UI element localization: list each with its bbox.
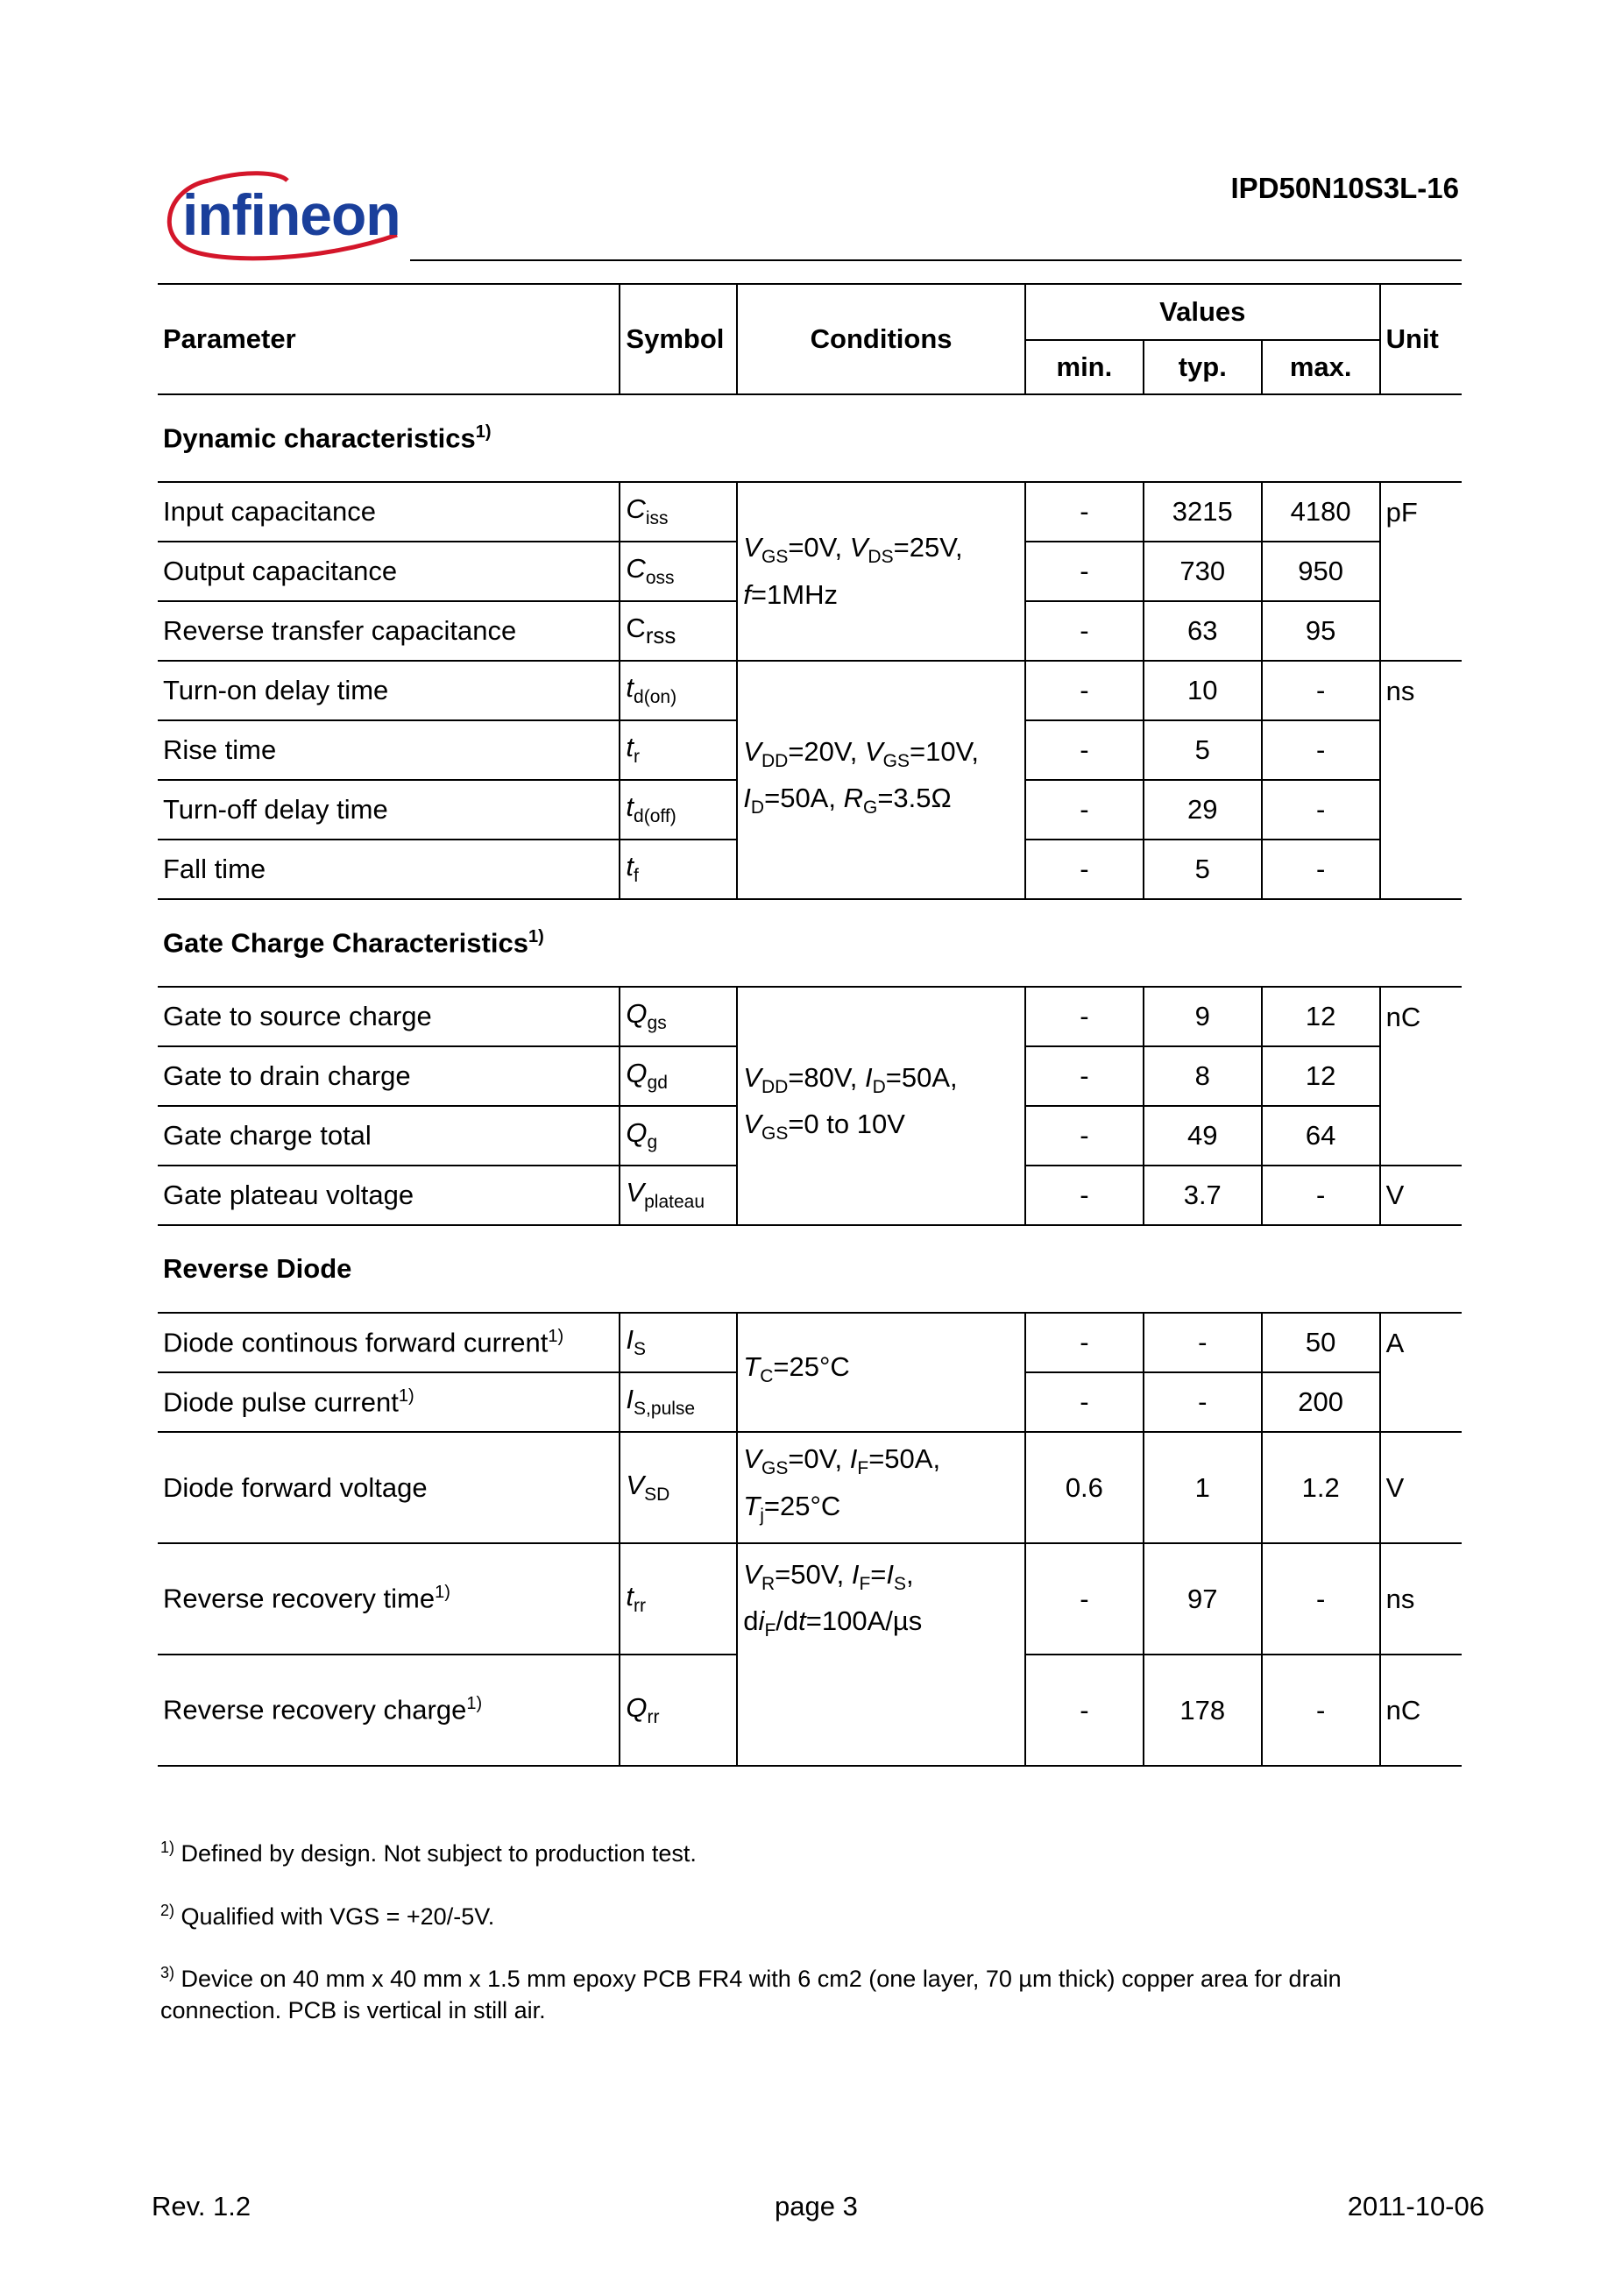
typ-cell: 3215 (1144, 482, 1262, 542)
conditions-cell: $V_{GS}=0V$, $I_F=50A$, $T_j=25^\circ C$ (737, 1432, 1025, 1543)
symbol-cell: $C_{oss}$ (620, 542, 737, 601)
symbol-cell: $Q_{gs}$ (620, 987, 737, 1046)
unit-cell: ns (1380, 661, 1462, 899)
table-row (158, 1543, 1462, 1655)
symbol-cell: $V_{plateau}$ (620, 1166, 737, 1225)
min-cell: - (1025, 661, 1144, 720)
max-cell: 12 (1262, 1046, 1380, 1106)
unit-cell: nC (1380, 1655, 1462, 1766)
unit-cell: A (1380, 1313, 1462, 1432)
typ-cell: 5 (1144, 840, 1262, 899)
min-cell: - (1025, 601, 1144, 661)
header-unit: Unit (1380, 284, 1462, 394)
min-cell: - (1025, 780, 1144, 840)
parameter-cell: Gate to drain charge (158, 1046, 620, 1106)
parameter-cell: Turn-on delay time (158, 661, 620, 720)
typ-cell: 10 (1144, 661, 1262, 720)
symbol-cell: $C_{rss}$ (620, 601, 737, 661)
section-gate-charge (158, 899, 1462, 987)
characteristics-table (158, 283, 1462, 1767)
footnote-1: $^{1)}$ Defined by design. Not subject to production test. (160, 1839, 697, 1867)
header-max: max. (1262, 340, 1380, 394)
footnote-3: $^{3)}$ Device on 40 mm x 40 mm x 1.5 mm epoxy PCB FR4 with 6 cm2 (one layer, 70 µm thick) copper area for drain connection. PCB is vertical in still air. (160, 1964, 1342, 2023)
min-cell: - (1025, 720, 1144, 780)
footnote-ref: 1) (528, 926, 544, 946)
infineon-logo (156, 163, 406, 266)
table-row (158, 482, 1462, 542)
unit-cell: ns (1380, 1543, 1462, 1655)
symbol-cell: $Q_{gd}$ (620, 1046, 737, 1106)
symbol-cell: $V_{SD}$ (620, 1432, 737, 1543)
table-row (158, 987, 1462, 1046)
parameter-cell: Diode continous forward current$^{1)}$ (158, 1313, 620, 1372)
footnote-2: $^{2)}$ Qualified with VGS = +20/-5V. (160, 1902, 495, 1930)
parameter-cell: Gate plateau voltage (158, 1166, 620, 1225)
min-cell: - (1025, 840, 1144, 899)
symbol-cell: $t_{rr}$ (620, 1543, 737, 1655)
logo-text: infineon (182, 182, 400, 247)
unit-cell: pF (1380, 482, 1462, 661)
typ-cell: - (1144, 1372, 1262, 1432)
section-dynamic (158, 394, 1462, 482)
parameter-cell: Diode forward voltage (158, 1432, 620, 1543)
parameter-cell: Rise time (158, 720, 620, 780)
unit-cell: nC (1380, 987, 1462, 1166)
section-title: Dynamic characteristics (163, 422, 476, 454)
symbol-cell: $Q_g$ (620, 1106, 737, 1166)
header-symbol: Symbol (620, 284, 737, 394)
typ-cell: 29 (1144, 780, 1262, 840)
parameter-cell: Input capacitance (158, 482, 620, 542)
footnote-ref: 1) (475, 422, 492, 442)
max-cell: 200 (1262, 1372, 1380, 1432)
parameter-cell: Fall time (158, 840, 620, 899)
typ-cell: 97 (1144, 1543, 1262, 1655)
conditions-cell: $V_{DD}=20V$, $V_{GS}=10V$, $I_D=50A$, $R_G=3.5\Omega$ (737, 661, 1025, 899)
table-row (158, 1313, 1462, 1372)
page-number: page 3 (775, 2191, 858, 2222)
symbol-cell: $Q_{rr}$ (620, 1655, 737, 1766)
conditions-cell: $V_{GS}=0V$, $V_{DS}=25V$, f=1MHz (737, 482, 1025, 661)
conditions-cell: $V_R=50V$, $I_F=I_S$, $di_F/dt=100A/\mu s$ (737, 1543, 1025, 1766)
typ-cell: 5 (1144, 720, 1262, 780)
min-cell: - (1025, 1655, 1144, 1766)
table-header-row (158, 284, 1462, 340)
section-title: Gate Charge Characteristics (163, 927, 528, 959)
symbol-cell: $I_{S,pulse}$ (620, 1372, 737, 1432)
parameter-cell: Gate charge total (158, 1106, 620, 1166)
max-cell: - (1262, 720, 1380, 780)
unit-cell: V (1380, 1166, 1462, 1225)
min-cell: 0.6 (1025, 1432, 1144, 1543)
typ-cell: 1 (1144, 1432, 1262, 1543)
max-cell: 50 (1262, 1313, 1380, 1372)
symbol-cell: $t_r$ (620, 720, 737, 780)
typ-cell: 730 (1144, 542, 1262, 601)
max-cell: - (1262, 1655, 1380, 1766)
header-conditions: Conditions (737, 284, 1025, 394)
max-cell: - (1262, 1166, 1380, 1225)
symbol-cell: $C_{iss}$ (620, 482, 737, 542)
parameter-cell: Reverse transfer capacitance (158, 601, 620, 661)
max-cell: - (1262, 661, 1380, 720)
parameter-cell: Diode pulse current$^{1)}$ (158, 1372, 620, 1432)
max-cell: - (1262, 840, 1380, 899)
conditions-cell: $V_{DD}=80V$, $I_D=50A$, $V_{GS}=0$ to 10V (737, 987, 1025, 1225)
typ-cell: 178 (1144, 1655, 1262, 1766)
section-title: Reverse Diode (158, 1225, 1462, 1313)
max-cell: 4180 (1262, 482, 1380, 542)
symbol-cell: $t_{d(on)}$ (620, 661, 737, 720)
min-cell: - (1025, 542, 1144, 601)
table-row (158, 1432, 1462, 1543)
revision-label: Rev. 1.2 (152, 2191, 251, 2222)
parameter-cell: Turn-off delay time (158, 780, 620, 840)
section-reverse-diode (158, 1225, 1462, 1313)
document-date: 2011-10-06 (1347, 2191, 1484, 2222)
unit-cell: V (1380, 1432, 1462, 1543)
symbol-cell: $I_S$ (620, 1313, 737, 1372)
header-typ: typ. (1144, 340, 1262, 394)
header-rule (410, 259, 1462, 261)
table-row (158, 661, 1462, 720)
typ-cell: 9 (1144, 987, 1262, 1046)
max-cell: 95 (1262, 601, 1380, 661)
symbol-cell: $t_f$ (620, 840, 737, 899)
parameter-cell: Reverse recovery charge$^{1)}$ (158, 1655, 620, 1766)
min-cell: - (1025, 1313, 1144, 1372)
min-cell: - (1025, 482, 1144, 542)
max-cell: - (1262, 780, 1380, 840)
conditions-cell: $T_C=25^\circ C$ (737, 1313, 1025, 1432)
header-min: min. (1025, 340, 1144, 394)
min-cell: - (1025, 1046, 1144, 1106)
symbol-cell: $t_{d(off)}$ (620, 780, 737, 840)
max-cell: 950 (1262, 542, 1380, 601)
min-cell: - (1025, 1372, 1144, 1432)
max-cell: - (1262, 1543, 1380, 1655)
typ-cell: 63 (1144, 601, 1262, 661)
min-cell: - (1025, 987, 1144, 1046)
min-cell: - (1025, 1106, 1144, 1166)
typ-cell: 49 (1144, 1106, 1262, 1166)
max-cell: 1.2 (1262, 1432, 1380, 1543)
parameter-cell: Gate to source charge (158, 987, 620, 1046)
typ-cell: 3.7 (1144, 1166, 1262, 1225)
typ-cell: 8 (1144, 1046, 1262, 1106)
parameter-cell: Output capacitance (158, 542, 620, 601)
header-parameter: Parameter (158, 284, 620, 394)
max-cell: 64 (1262, 1106, 1380, 1166)
part-number: IPD50N10S3L-16 (1230, 172, 1459, 204)
max-cell: 12 (1262, 987, 1380, 1046)
header-values: Values (1025, 284, 1380, 340)
typ-cell: - (1144, 1313, 1262, 1372)
min-cell: - (1025, 1166, 1144, 1225)
min-cell: - (1025, 1543, 1144, 1655)
parameter-cell: Reverse recovery time$^{1)}$ (158, 1543, 620, 1655)
